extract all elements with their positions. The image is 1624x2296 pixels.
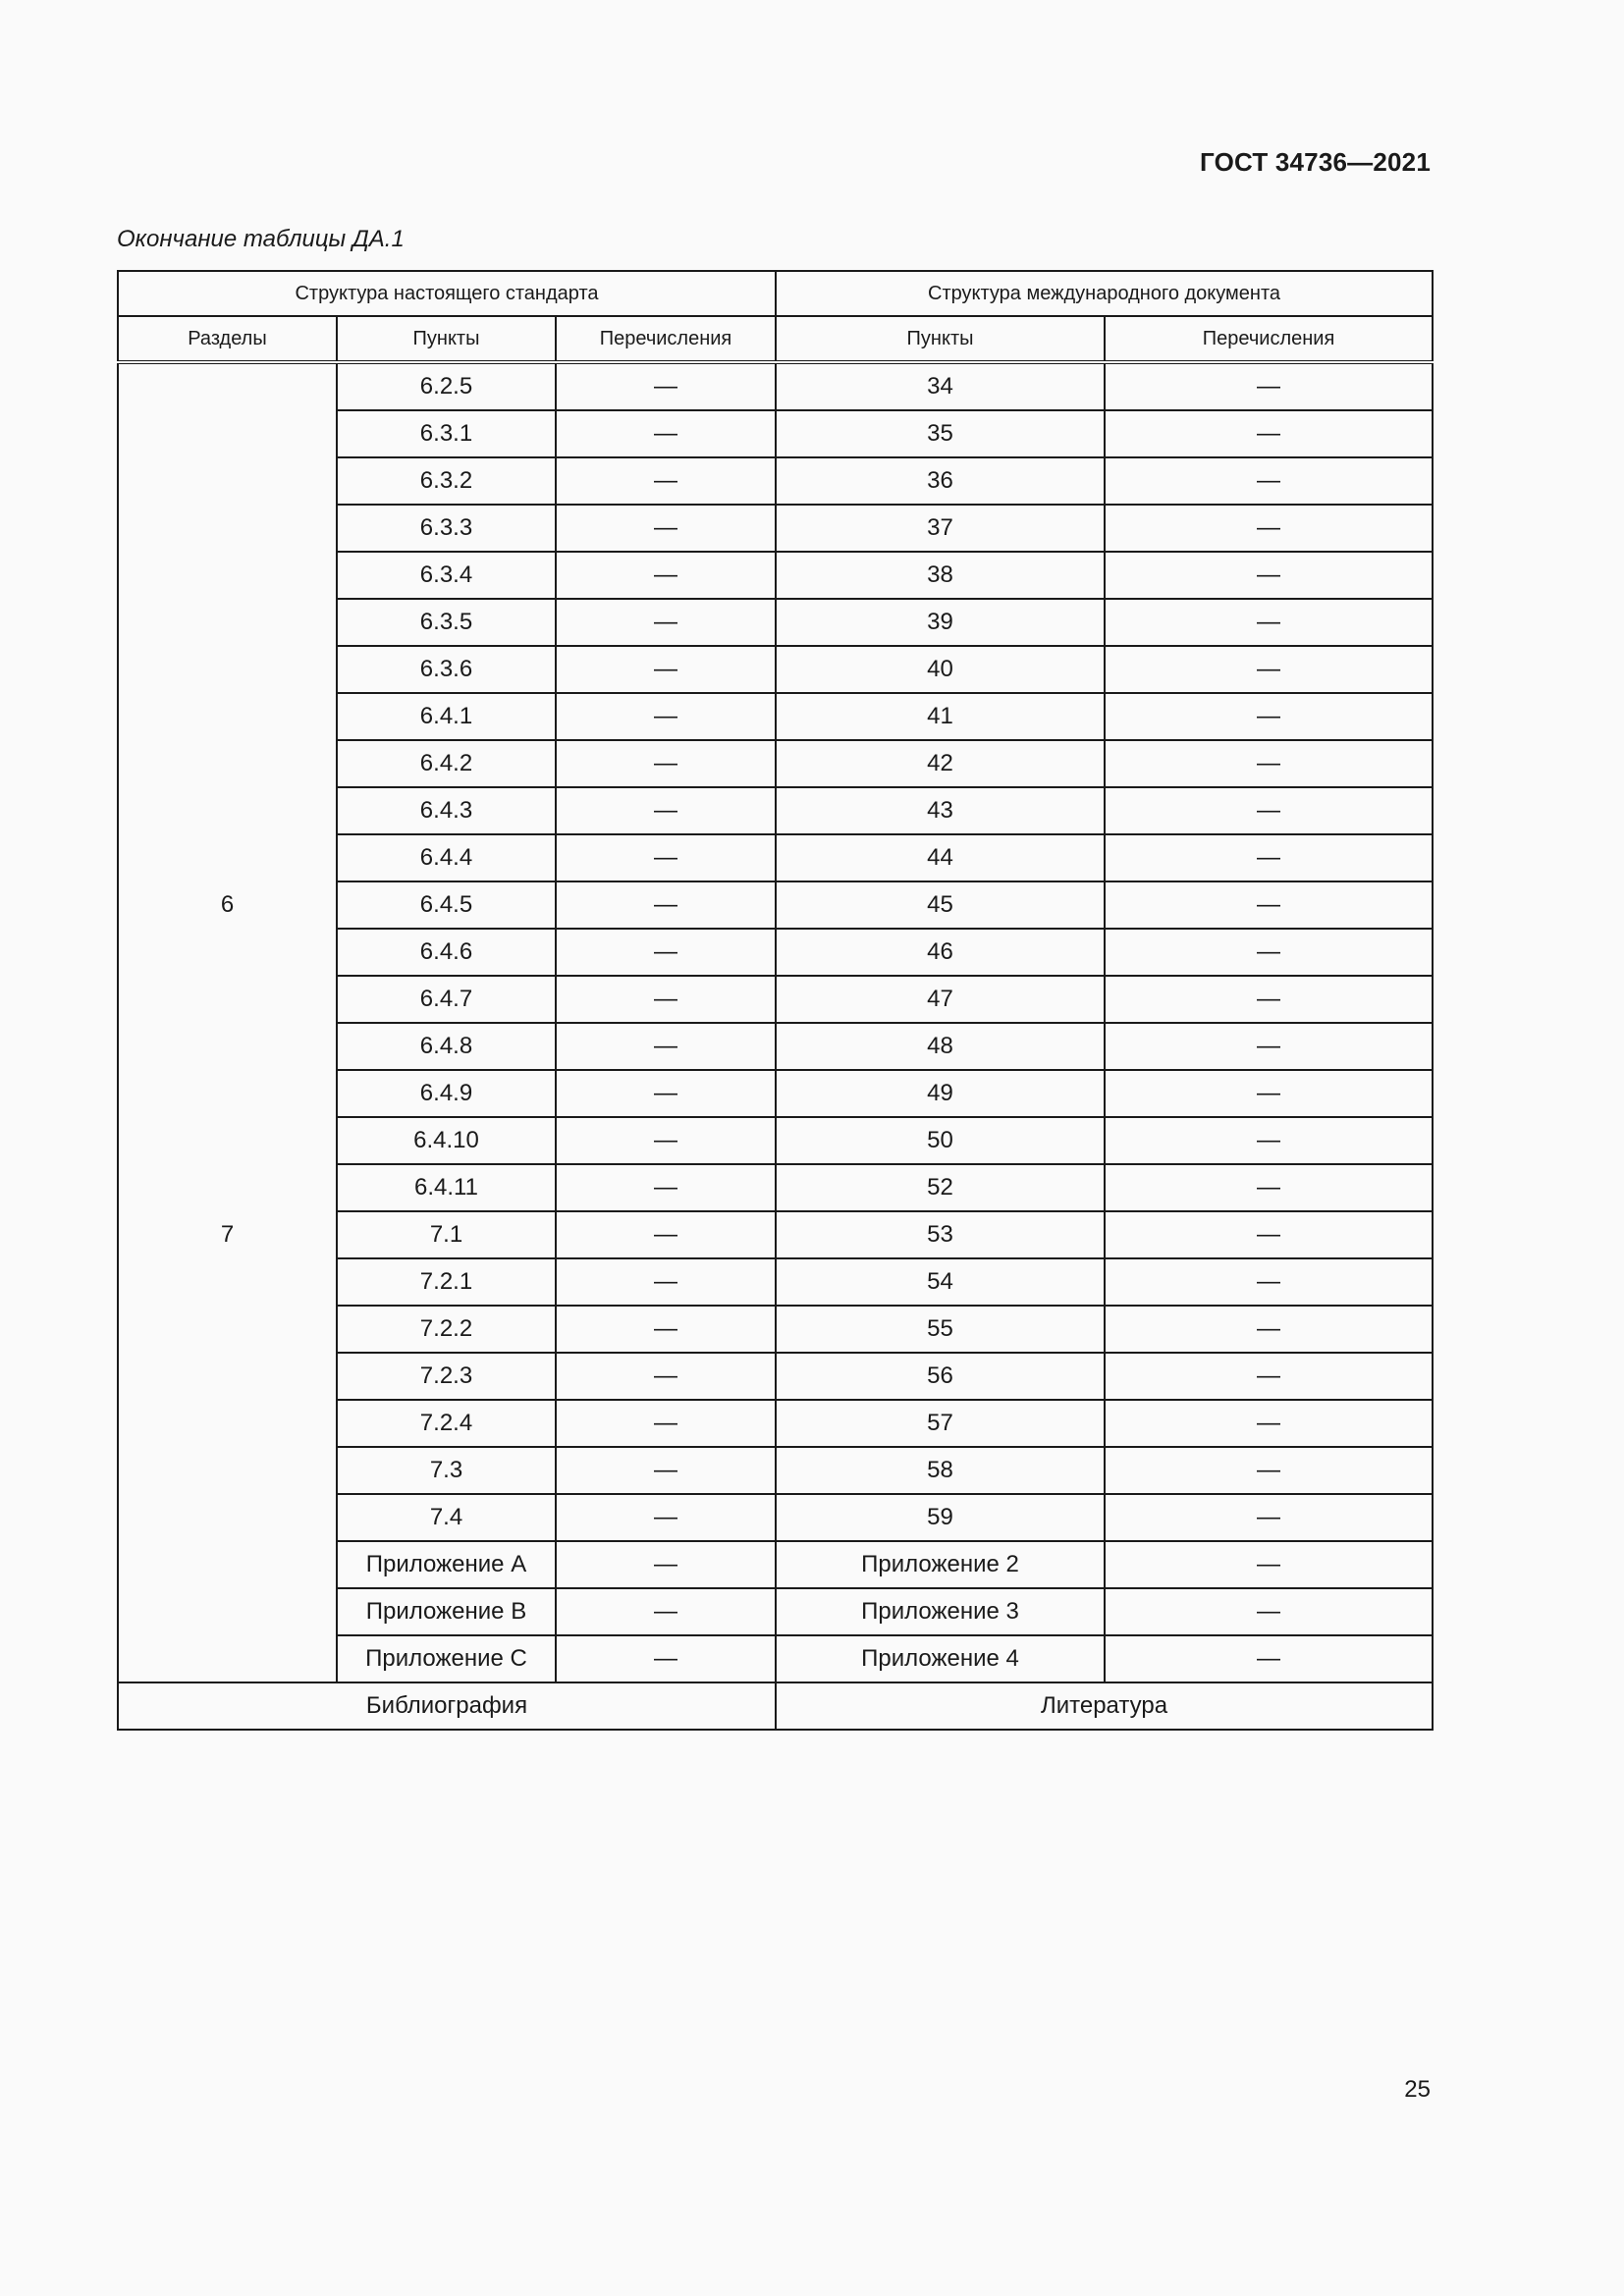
- intl-point-cell: 49: [776, 1070, 1105, 1117]
- intl-point-cell: 46: [776, 929, 1105, 976]
- table-row: [118, 1306, 1433, 1353]
- point-cell: 6.4.1: [337, 693, 556, 740]
- intl-enumeration-cell: —: [1105, 1353, 1433, 1400]
- point-cell: 6.3.1: [337, 410, 556, 457]
- enumeration-cell: —: [556, 410, 776, 457]
- table-row: [118, 505, 1433, 552]
- enumeration-cell: —: [556, 646, 776, 693]
- group-header-row: [118, 271, 1433, 316]
- table-row: [118, 362, 1433, 410]
- point-cell: 6.4.2: [337, 740, 556, 787]
- enumeration-cell: —: [556, 929, 776, 976]
- section-cell: [118, 1306, 337, 1353]
- header-intl-document: Структура международного документа: [776, 271, 1433, 316]
- table-row: [118, 1541, 1433, 1588]
- point-cell: Приложение А: [337, 1541, 556, 1588]
- intl-enumeration-cell: —: [1105, 693, 1433, 740]
- intl-point-cell: 54: [776, 1258, 1105, 1306]
- intl-enumeration-cell: —: [1105, 457, 1433, 505]
- intl-point-cell: 59: [776, 1494, 1105, 1541]
- intl-point-cell: 43: [776, 787, 1105, 834]
- table-body: [118, 362, 1433, 1682]
- section-cell: [118, 599, 337, 646]
- intl-enumeration-cell: —: [1105, 646, 1433, 693]
- intl-point-cell: 40: [776, 646, 1105, 693]
- table-row: [118, 1023, 1433, 1070]
- point-cell: 7.4: [337, 1494, 556, 1541]
- intl-enumeration-cell: —: [1105, 1447, 1433, 1494]
- table-row: [118, 457, 1433, 505]
- point-cell: 6.3.5: [337, 599, 556, 646]
- intl-enumeration-cell: —: [1105, 1258, 1433, 1306]
- section-cell: [118, 929, 337, 976]
- intl-enumeration-cell: —: [1105, 599, 1433, 646]
- table-row: [118, 1211, 1433, 1258]
- section-cell: [118, 834, 337, 881]
- section-cell: [118, 1353, 337, 1400]
- section-cell: [118, 976, 337, 1023]
- enumeration-cell: —: [556, 740, 776, 787]
- section-cell: [118, 505, 337, 552]
- section-cell: [118, 1023, 337, 1070]
- enumeration-cell: —: [556, 599, 776, 646]
- enumeration-cell: —: [556, 1447, 776, 1494]
- table-row: [118, 410, 1433, 457]
- enumeration-cell: —: [556, 1164, 776, 1211]
- section-cell: [118, 787, 337, 834]
- enumeration-cell: —: [556, 1588, 776, 1635]
- point-cell: 7.2.4: [337, 1400, 556, 1447]
- intl-enumeration-cell: —: [1105, 787, 1433, 834]
- point-cell: 6.3.3: [337, 505, 556, 552]
- table-row: [118, 1588, 1433, 1635]
- document-code: ГОСТ 34736—2021: [1200, 147, 1431, 177]
- enumeration-cell: —: [556, 362, 776, 410]
- header-points: Пункты: [337, 316, 556, 362]
- enumeration-cell: —: [556, 1070, 776, 1117]
- section-cell: [118, 362, 337, 410]
- header-this-standard: Структура настоящего стандарта: [118, 271, 776, 316]
- section-cell: [118, 1588, 337, 1635]
- footer-bibliography: Библиография: [118, 1682, 776, 1730]
- intl-point-cell: 42: [776, 740, 1105, 787]
- point-cell: Приложение В: [337, 1588, 556, 1635]
- enumeration-cell: —: [556, 505, 776, 552]
- intl-enumeration-cell: —: [1105, 1635, 1433, 1682]
- point-cell: 7.3: [337, 1447, 556, 1494]
- point-cell: 6.4.10: [337, 1117, 556, 1164]
- intl-point-cell: 52: [776, 1164, 1105, 1211]
- intl-enumeration-cell: —: [1105, 1070, 1433, 1117]
- section-cell: [118, 552, 337, 599]
- intl-point-cell: 36: [776, 457, 1105, 505]
- footer-literature: Литература: [776, 1682, 1433, 1730]
- table-row: [118, 1164, 1433, 1211]
- intl-point-cell: 41: [776, 693, 1105, 740]
- table-caption: Окончание таблицы ДА.1: [117, 226, 405, 252]
- enumeration-cell: —: [556, 787, 776, 834]
- header-intl-enumerations: Перечисления: [1105, 316, 1433, 362]
- point-cell: 6.3.6: [337, 646, 556, 693]
- enumeration-cell: —: [556, 976, 776, 1023]
- intl-point-cell: 35: [776, 410, 1105, 457]
- section-cell: 7: [118, 1211, 337, 1258]
- section-cell: [118, 410, 337, 457]
- enumeration-cell: —: [556, 1353, 776, 1400]
- section-cell: [118, 693, 337, 740]
- section-cell: 6: [118, 881, 337, 929]
- point-cell: Приложение С: [337, 1635, 556, 1682]
- table-row: [118, 787, 1433, 834]
- intl-point-cell: 47: [776, 976, 1105, 1023]
- table-row: [118, 693, 1433, 740]
- section-cell: [118, 1635, 337, 1682]
- enumeration-cell: —: [556, 1635, 776, 1682]
- point-cell: 6.3.2: [337, 457, 556, 505]
- intl-enumeration-cell: —: [1105, 505, 1433, 552]
- table-row: [118, 929, 1433, 976]
- table-row: [118, 599, 1433, 646]
- table-row: [118, 1117, 1433, 1164]
- intl-enumeration-cell: —: [1105, 1023, 1433, 1070]
- table-row: [118, 1070, 1433, 1117]
- enumeration-cell: —: [556, 1258, 776, 1306]
- intl-point-cell: 57: [776, 1400, 1105, 1447]
- section-cell: [118, 1400, 337, 1447]
- intl-point-cell: 58: [776, 1447, 1105, 1494]
- enumeration-cell: —: [556, 552, 776, 599]
- enumeration-cell: —: [556, 1211, 776, 1258]
- table-row: [118, 1494, 1433, 1541]
- page-number: 25: [1404, 2076, 1431, 2103]
- section-cell: [118, 1164, 337, 1211]
- sub-header-row: [118, 316, 1433, 362]
- section-cell: [118, 1447, 337, 1494]
- enumeration-cell: —: [556, 1306, 776, 1353]
- table-row: [118, 1447, 1433, 1494]
- section-cell: [118, 1494, 337, 1541]
- point-cell: 6.4.11: [337, 1164, 556, 1211]
- section-cell: [118, 457, 337, 505]
- section-cell: [118, 1258, 337, 1306]
- header-sections: Разделы: [118, 316, 337, 362]
- section-cell: [118, 1117, 337, 1164]
- footer-row: [118, 1682, 1433, 1730]
- table-row: [118, 740, 1433, 787]
- section-cell: [118, 740, 337, 787]
- section-cell: [118, 646, 337, 693]
- intl-point-cell: 44: [776, 834, 1105, 881]
- point-cell: 6.4.7: [337, 976, 556, 1023]
- point-cell: 6.4.4: [337, 834, 556, 881]
- intl-point-cell: 39: [776, 599, 1105, 646]
- intl-point-cell: Приложение 2: [776, 1541, 1105, 1588]
- point-cell: 6.4.8: [337, 1023, 556, 1070]
- intl-enumeration-cell: —: [1105, 976, 1433, 1023]
- intl-point-cell: 53: [776, 1211, 1105, 1258]
- intl-enumeration-cell: —: [1105, 410, 1433, 457]
- enumeration-cell: —: [556, 834, 776, 881]
- table-row: [118, 881, 1433, 929]
- point-cell: 6.2.5: [337, 362, 556, 410]
- intl-enumeration-cell: —: [1105, 740, 1433, 787]
- intl-point-cell: 45: [776, 881, 1105, 929]
- intl-point-cell: 48: [776, 1023, 1105, 1070]
- point-cell: 7.2.2: [337, 1306, 556, 1353]
- point-cell: 6.4.3: [337, 787, 556, 834]
- intl-point-cell: 50: [776, 1117, 1105, 1164]
- enumeration-cell: —: [556, 1117, 776, 1164]
- section-cell: [118, 1070, 337, 1117]
- table-row: [118, 1353, 1433, 1400]
- structure-comparison-table: [117, 270, 1434, 1731]
- enumeration-cell: —: [556, 881, 776, 929]
- point-cell: 7.2.3: [337, 1353, 556, 1400]
- enumeration-cell: —: [556, 1400, 776, 1447]
- table-row: [118, 1400, 1433, 1447]
- intl-point-cell: Приложение 3: [776, 1588, 1105, 1635]
- point-cell: 7.2.1: [337, 1258, 556, 1306]
- point-cell: 7.1: [337, 1211, 556, 1258]
- intl-point-cell: 37: [776, 505, 1105, 552]
- intl-point-cell: 56: [776, 1353, 1105, 1400]
- intl-enumeration-cell: —: [1105, 1588, 1433, 1635]
- enumeration-cell: —: [556, 1494, 776, 1541]
- point-cell: 6.4.5: [337, 881, 556, 929]
- intl-enumeration-cell: —: [1105, 1117, 1433, 1164]
- intl-enumeration-cell: —: [1105, 1306, 1433, 1353]
- section-cell: [118, 1541, 337, 1588]
- intl-point-cell: 34: [776, 362, 1105, 410]
- header-intl-points: Пункты: [776, 316, 1105, 362]
- intl-point-cell: Приложение 4: [776, 1635, 1105, 1682]
- point-cell: 6.4.6: [337, 929, 556, 976]
- point-cell: 6.3.4: [337, 552, 556, 599]
- intl-enumeration-cell: —: [1105, 552, 1433, 599]
- table-row: [118, 552, 1433, 599]
- header-enumerations: Перечисления: [556, 316, 776, 362]
- intl-enumeration-cell: —: [1105, 929, 1433, 976]
- point-cell: 6.4.9: [337, 1070, 556, 1117]
- intl-enumeration-cell: —: [1105, 1211, 1433, 1258]
- enumeration-cell: —: [556, 1023, 776, 1070]
- intl-enumeration-cell: —: [1105, 1400, 1433, 1447]
- intl-enumeration-cell: —: [1105, 1541, 1433, 1588]
- intl-enumeration-cell: —: [1105, 834, 1433, 881]
- intl-point-cell: 38: [776, 552, 1105, 599]
- enumeration-cell: —: [556, 457, 776, 505]
- enumeration-cell: —: [556, 693, 776, 740]
- intl-enumeration-cell: —: [1105, 1494, 1433, 1541]
- table-row: [118, 1635, 1433, 1682]
- intl-point-cell: 55: [776, 1306, 1105, 1353]
- intl-enumeration-cell: —: [1105, 881, 1433, 929]
- table-row: [118, 834, 1433, 881]
- intl-enumeration-cell: —: [1105, 362, 1433, 410]
- intl-enumeration-cell: —: [1105, 1164, 1433, 1211]
- table-row: [118, 976, 1433, 1023]
- table-row: [118, 646, 1433, 693]
- enumeration-cell: —: [556, 1541, 776, 1588]
- table-row: [118, 1258, 1433, 1306]
